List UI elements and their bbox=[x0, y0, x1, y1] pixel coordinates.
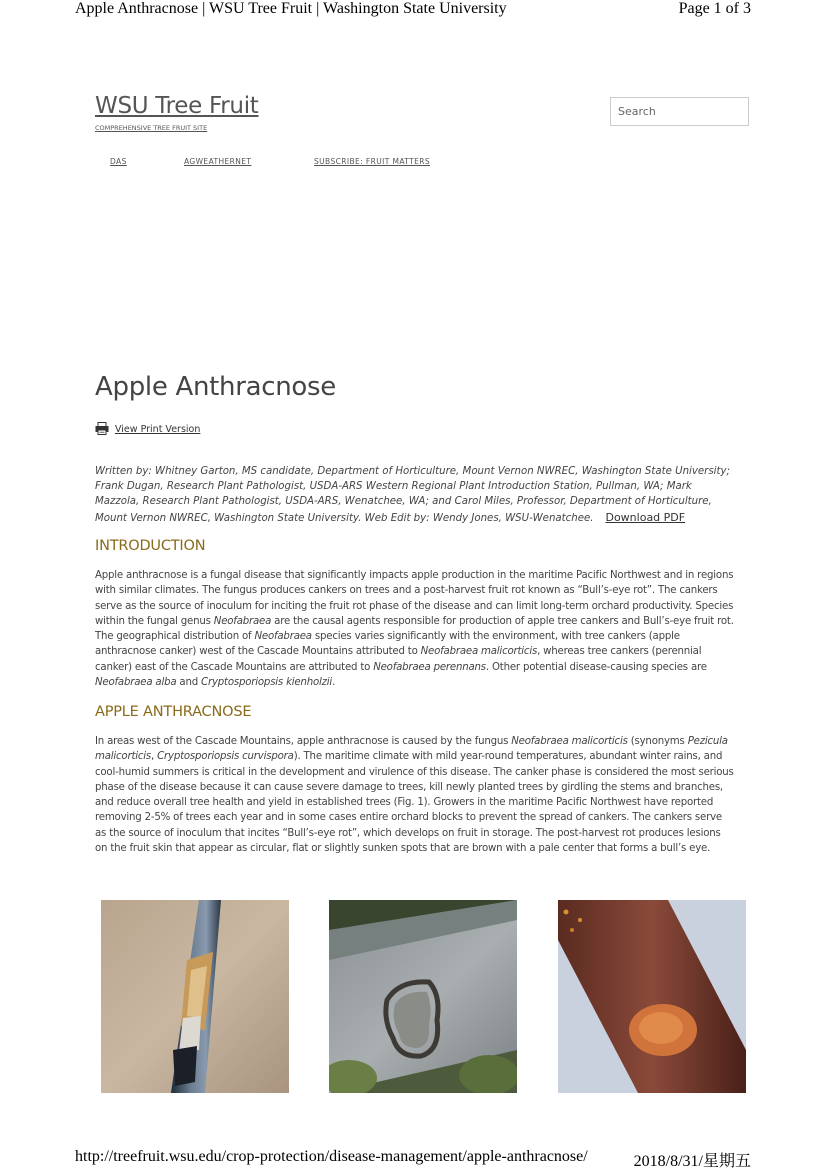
site-tagline-link[interactable]: COMPREHENSIVE TREE FRUIT SITE bbox=[95, 124, 208, 132]
intro-paragraph: Apple anthracnose is a fungal disease that significantly impacts apple production in the maritime Pacific Northwest and in regions with similar climates. The fungus produces cankers on trees and a post-harvest fruit rot known as “Bull’s-eye rot”. The cankers serve as the source of inoculum for inciting the fruit rot phase of the disease and can limit long-term orchard productivity. Species within the fungal genus Neofabraea are the causal agents responsible for production of apple tree cankers and Bull’s-eye fruit rot. The geographical distribution of Neofabraea species varies significantly with the environment, with tree cankers (apple anthracnose canker) west of the Cascade Mountains attributed to Neofabraea malicorticis, whereas tree cankers (perennial canker) east of the Cascade Mountains are attributed to Neofabraea perennans. Other potential disease-causing species are Neofabraea alba and Cryptosporiopsis kienholzii. bbox=[95, 570, 734, 689]
species-name: Neofabraea malicorticis bbox=[420, 646, 538, 658]
species-name: Neofabraea perennans bbox=[373, 661, 486, 673]
species-name: Cryptosporiopsis curvispora bbox=[157, 751, 294, 763]
print-header bbox=[75, 0, 751, 22]
byline-text: Written by: Whitney Garton, MS candidate, Department of Horticulture, Mount Vernon NWREC, Washington State University; Frank Dugan, Research Plant Pathologist, USDA-ARS Western Regional Plant Introduction Station, Pullman, WA; Mark Mazzola, Research Plant Pathologist, USDA-ARS, Wenatchee, WA; and Carol Miles, Professor, Department of Horticulture, Mount Vernon NWREC, Washington State University. Web Edit by: Wendy Jones, WSU-Wenatchee. bbox=[95, 466, 730, 524]
search-input[interactable]: Search bbox=[610, 97, 749, 126]
printer-icon bbox=[95, 422, 109, 435]
canker-orange-photo bbox=[558, 900, 746, 1093]
species-name: Cryptosporiopsis kienholzii bbox=[201, 677, 333, 689]
nav-item-subscribe[interactable]: SUBSCRIBE: FRUIT MATTERS bbox=[314, 157, 431, 166]
page-title: Apple Anthracnose bbox=[95, 372, 336, 402]
print-footer bbox=[75, 1148, 751, 1168]
nav-item-agweathernet[interactable]: AGWEATHERNET bbox=[184, 157, 252, 166]
anthracnose-paragraph: In areas west of the Cascade Mountains, apple anthracnose is caused by the fungus Neofabraea malicorticis (synonyms Pezicula malicorticis, Cryptosporiopsis curvispora). The maritime climate with mild year-round temperatures, abundant winter rains, and cool-humid summers is critical in the development and virulence of this disease. The canker phase is considered the most serious phase of the disease because it can cause severe damage to trees, kill newly planted trees by girdling the stems and branches, and reduce overall tree health and yield in established trees (Fig. 1). Growers in the maritime Pacific Northwest have reported removing 2-5% of trees each year and in some cases entire orchard blocks to prevent the spread of cankers. The cankers serve as the source of inoculum that incites “Bull’s-eye rot”, which develops on fruit in storage. The post-harvest rot produces lesions on the fruit skin that appear as circular, flat or slightly sunken spots that are brown with a pale center that forms a bull’s eye. bbox=[95, 736, 734, 855]
download-pdf-link[interactable]: Download PDF bbox=[605, 510, 686, 524]
section-heading-introduction: INTRODUCTION bbox=[95, 538, 206, 554]
article-byline bbox=[95, 464, 735, 526]
section-heading-apple-anthracnose: APPLE ANTHRACNOSE bbox=[95, 704, 252, 720]
canker-lesion-photo bbox=[329, 900, 517, 1093]
print-url: http://treefruit.wsu.edu/crop-protection/disease-management/apple-anthracnose/ bbox=[75, 1148, 588, 1165]
canker-branch-photo bbox=[101, 900, 289, 1093]
species-name: Neofabraea bbox=[213, 615, 272, 627]
nav-item-das[interactable]: DAS bbox=[110, 157, 127, 166]
species-name: Neofabraea alba bbox=[95, 677, 177, 689]
site-title-link[interactable]: WSU Tree Fruit bbox=[95, 93, 259, 119]
print-page-label: Page 1 of 3 bbox=[678, 0, 751, 17]
print-version-label: View Print Version bbox=[115, 424, 201, 435]
main-nav bbox=[0, 157, 827, 169]
species-name: Pezicula malicorticis bbox=[95, 736, 728, 763]
print-date: 2018/8/31/星期五 bbox=[633, 1153, 751, 1170]
species-name: Neofabraea bbox=[254, 631, 312, 643]
species-name: Neofabraea malicorticis bbox=[511, 736, 628, 747]
print-doc-title: Apple Anthracnose | WSU Tree Fruit | Washington State University bbox=[75, 0, 507, 17]
